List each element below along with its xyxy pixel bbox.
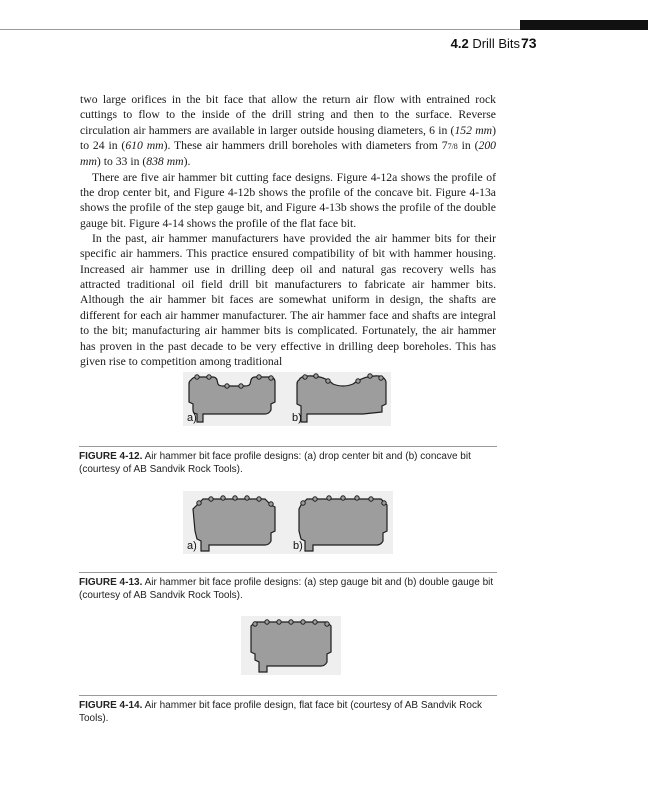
figure-caption [79,576,499,602]
svg-text:b): b) [292,412,302,424]
figure-number: FIGURE 4-14. [79,700,143,711]
figure-4-13-image [183,491,393,554]
fraction: 7/8 [447,142,458,152]
figure-4-14 [241,616,341,675]
caption-text: Air hammer bit face profile designs: (a) drop center bit and (b) concave bit (courtesy of AB Sandvik Rock Tools). [79,451,471,475]
paragraph: There are five air hammer bit cutting face designs. Figure 4-12a shows the profile of the drop center bit, and Figure 4-12b shows the profile of the concave bit. Figure 4-13a shows the profile of the step gauge bit, and Figure 4-13b shows the profile of the double gauge bit. Figure 4-14 shows the profile of the flat face bit. [80,170,496,230]
figure-4-12 [183,372,391,426]
caption-rule [79,446,497,447]
running-header [451,36,520,51]
page-number: 73 [521,35,537,51]
section-title: Drill Bits [472,36,520,51]
svg-text:a): a) [187,540,197,552]
figure-caption [79,450,499,476]
header-bar [520,20,648,30]
figure-number: FIGURE 4-13. [79,577,143,588]
svg-text:a): a) [187,412,197,424]
paragraph: In the past, air hammer manufacturers have provided the air hammer bits for their specific air hammers. This practice ensured compatibility of bit with hammer housing. Increased air hammer use in drilling deep oil and natural gas recovery wells has attracted traditional oil field drill bit manufacturers to fabricate air hammer bits. Although the air hammer bit faces are somewhat uniform in design, the shafts are different for each air hammer manufacturer. The air hammer face and shafts are integral to the bit; manufacturing air hammer bits is complicated. Fortunately, the air hammer has proven in the past decade to be very effective in drilling deep boreholes. This has given rise to competition among traditional [80,232,496,368]
figure-4-12-image [183,372,391,426]
body-text [80,92,496,369]
caption-text: Air hammer bit face profile design, flat face bit (courtesy of AB Sandvik Rock Tools). [79,700,482,724]
section-number: 4.2 [450,36,469,51]
figure-4-13 [183,491,393,554]
header-rule [0,29,520,30]
svg-text:b): b) [293,540,303,552]
figure-caption [79,699,499,725]
caption-text: Air hammer bit face profile designs: (a) step gauge bit and (b) double gauge bit (courtesy of AB Sandvik Rock Tools). [79,577,494,601]
caption-rule [79,695,497,696]
figure-4-14-image [241,616,341,675]
figure-number: FIGURE 4-12. [79,451,143,462]
paragraph: two large orifices in the bit face that allow the return air flow with entrained rock cuttings to flow to the inside of the drill string and then to the surface. Reverse circulation air hammers are available in larger outside housing diameters, 6 in (152 mm) to 24 in (610 mm). These air hammers drill boreholes with diameters from 77/8 in (200 mm) to 33 in (838 mm). [80,93,497,169]
caption-rule [79,572,497,573]
